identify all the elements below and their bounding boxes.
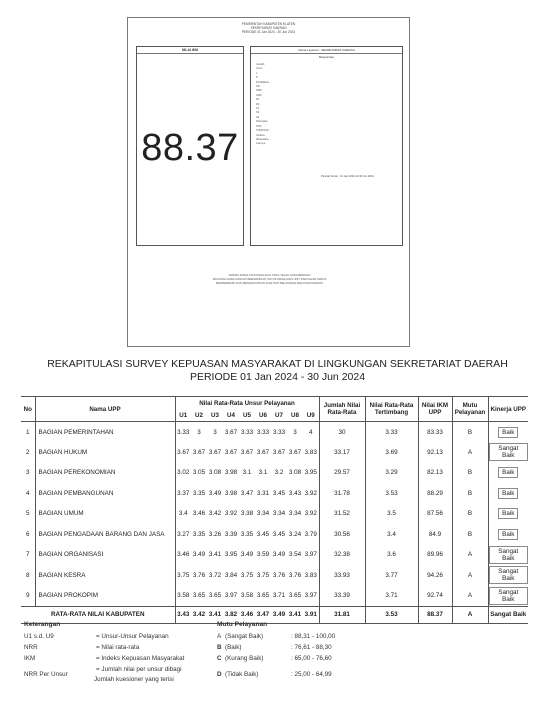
legend-desc: = Indeks Kepuasan Masyarakat xyxy=(96,655,185,662)
table-row xyxy=(21,524,528,545)
unit-score: 3.67 xyxy=(192,448,206,456)
nilai-ikm: 92.74 xyxy=(418,586,452,607)
nilai-tertimbang: 3.77 xyxy=(365,565,418,586)
row-number: 5 xyxy=(21,504,35,525)
col-header-unit: U3 xyxy=(207,410,223,422)
kinerja-cell xyxy=(488,504,528,525)
unit-score: 3.65 xyxy=(288,592,302,599)
respondent-line: Pekerjaan xyxy=(256,120,268,124)
footer-unit-score: 3.46 xyxy=(239,606,255,623)
col-header-unit: U8 xyxy=(287,410,303,422)
kinerja-badge: Sangat Baik xyxy=(489,546,529,564)
unit-score: 3.92 xyxy=(303,483,319,504)
unit-score: 3.37 xyxy=(177,489,190,497)
unit-score: 3.67 xyxy=(224,448,238,456)
unit-score: 3.45 xyxy=(272,530,286,538)
mutu-grade: D xyxy=(217,671,222,678)
mutu-range: : 25,00 - 64,99 xyxy=(291,671,332,678)
mutu-pelayanan: A xyxy=(452,586,488,607)
respondent-line: SD xyxy=(256,85,260,89)
upp-name: BAGIAN PEREKONOMIAN xyxy=(35,463,175,484)
nilai-ikm: 82.13 xyxy=(418,463,452,484)
table-row xyxy=(21,483,528,504)
footer-unit-score: 3.49 xyxy=(271,606,287,623)
unit-score: 3.08 xyxy=(288,469,302,477)
footer-kinerja: Sangat Baik xyxy=(488,606,528,623)
kinerja-cell xyxy=(488,524,528,545)
unit-score: 3.72 xyxy=(208,571,222,579)
footer-unit-score: 3.43 xyxy=(175,606,191,623)
unit-score: 3.2 xyxy=(274,469,284,477)
col-header-jumlah: Jumlah Nilai Rata-Rata xyxy=(319,397,365,422)
unit-score: 3.95 xyxy=(303,463,319,484)
recap-table xyxy=(21,396,528,624)
footer-tertimbang: 3.53 xyxy=(365,606,418,623)
unit-score: 3.75 xyxy=(177,571,190,579)
unit-score: 3.54 xyxy=(288,551,302,559)
nilai-tertimbang: 3.4 xyxy=(365,524,418,545)
mutu-pelayanan: A xyxy=(452,565,488,586)
unit-score: 3 xyxy=(213,428,217,436)
unit-score: 3.92 xyxy=(224,510,238,518)
jumlah-nilai: 31.52 xyxy=(319,504,365,525)
unit-score: 3.46 xyxy=(177,551,190,559)
upp-name: BAGIAN KESRA xyxy=(35,565,175,586)
unit-score: 3.49 xyxy=(208,489,222,497)
respondent-list xyxy=(256,63,336,147)
col-header-mutu: Mutu Pelayanan xyxy=(452,397,488,422)
unit-score: 3.45 xyxy=(272,489,286,497)
mutu-label: (Kurang Baik) xyxy=(225,655,264,662)
respondent-box xyxy=(250,46,403,246)
footer-unit-score: 3.41 xyxy=(287,606,303,623)
legend-term: IKM xyxy=(24,655,36,662)
nilai-tertimbang: 3.29 xyxy=(365,463,418,484)
unit-score: 3.1 xyxy=(242,469,252,477)
nilai-tertimbang: 3.6 xyxy=(365,545,418,566)
form-footer-note xyxy=(148,274,391,285)
unit-score: 3.76 xyxy=(272,571,286,579)
legend-desc-continued: Jumlah kuesioner yang terisi xyxy=(94,676,174,683)
unit-score: 3.65 xyxy=(208,592,222,599)
unit-score: 3.97 xyxy=(303,545,319,566)
unit-score: 3.65 xyxy=(192,592,206,599)
row-number: 1 xyxy=(21,422,35,443)
table-row xyxy=(21,442,528,463)
unit-score: 3.34 xyxy=(272,510,286,518)
nilai-tertimbang: 3.53 xyxy=(365,483,418,504)
form-footer-line: MEMPERBAIKI DAN MENINGKATKAN KUALITAS PELAYANAN BAGI MASYARAKAT xyxy=(215,280,324,285)
form-footer-line: TERIMA KASIH ATAS PENILAIAN YANG TELAH ANDA BERIKAN xyxy=(228,273,311,277)
nilai-ikm: 84.9 xyxy=(418,524,452,545)
unit-score: 3.67 xyxy=(208,448,222,456)
col-header-nama-upp: Nama UPP xyxy=(35,397,175,422)
upp-name: BAGIAN HUKUM xyxy=(35,442,175,463)
col-header-ikm: Nilai IKM UPP xyxy=(418,397,452,422)
unit-score: 3.67 xyxy=(224,428,238,436)
unit-score: 3.83 xyxy=(303,442,319,463)
unit-score: 3.24 xyxy=(288,530,302,538)
unit-score: 3.83 xyxy=(303,565,319,586)
ikm-score-heading: NILAI IKM xyxy=(137,47,243,54)
unit-score: 3.92 xyxy=(303,504,319,525)
kinerja-cell xyxy=(488,545,528,566)
col-header-unit: U7 xyxy=(271,410,287,422)
unit-score: 3.65 xyxy=(256,592,270,599)
upp-name: BAGIAN PEMERINTAHAN xyxy=(35,422,175,443)
form-header xyxy=(128,22,409,35)
col-header-kinerja: Kinerja UPP xyxy=(488,397,528,422)
unit-score: 3.41 xyxy=(208,551,222,559)
kinerja-badge: Baik xyxy=(498,529,518,540)
table-row xyxy=(21,422,528,443)
table-row xyxy=(21,463,528,484)
unit-score: 3.58 xyxy=(240,592,254,599)
unit-score: 3.67 xyxy=(272,448,286,456)
table-row xyxy=(21,545,528,566)
col-header-unit: U5 xyxy=(239,410,255,422)
col-header-tertimbang: Nilai Rata-Rata Tertimbang xyxy=(365,397,418,422)
legend-term: NRR xyxy=(24,644,38,651)
respondent-line: S3 xyxy=(256,115,260,119)
kinerja-cell xyxy=(488,463,528,484)
respondent-line: Swasta xyxy=(256,133,265,137)
nilai-ikm: 87.56 xyxy=(418,504,452,525)
unit-score: 3.76 xyxy=(288,571,302,579)
unit-score: 3.05 xyxy=(192,469,206,477)
unit-score: 3.42 xyxy=(208,510,222,518)
unit-score: 3.33 xyxy=(272,428,286,436)
kinerja-badge: Sangat Baik xyxy=(489,566,529,584)
unit-score: 3.75 xyxy=(240,571,254,579)
mutu-label: (Baik) xyxy=(225,644,242,651)
jumlah-nilai: 29.57 xyxy=(319,463,365,484)
unit-score: 3.49 xyxy=(192,551,206,559)
nilai-tertimbang: 3.33 xyxy=(365,422,418,443)
upp-name: BAGIAN PENGADAAN BARANG DAN JASA xyxy=(35,524,175,545)
table-row xyxy=(21,565,528,586)
unit-score: 3.71 xyxy=(272,592,286,599)
col-header-no: No xyxy=(21,397,35,422)
unit-score: 3.02 xyxy=(177,469,190,477)
form-header-line: SEKRETARIAT DAERAH xyxy=(250,26,287,31)
survey-result-form xyxy=(127,17,410,347)
footer-unit-score: 3.82 xyxy=(223,606,239,623)
unit-score: 3.26 xyxy=(208,530,222,538)
mutu-pelayanan: A xyxy=(452,545,488,566)
respondent-line: Lainnya xyxy=(256,142,266,146)
unit-score: 3.43 xyxy=(288,489,302,497)
mutu-pelayanan: B xyxy=(452,504,488,525)
respondent-heading: Responden xyxy=(318,55,335,59)
unit-score: 3.97 xyxy=(303,586,319,607)
kinerja-badge: Baik xyxy=(498,508,518,519)
kinerja-badge: Baik xyxy=(498,427,518,438)
respondent-line: SMP xyxy=(256,89,262,93)
kinerja-cell xyxy=(488,442,528,463)
service-name-heading: Nama Layanan : SEKRETARIAT DAERAH xyxy=(251,47,402,54)
kinerja-cell xyxy=(488,565,528,586)
form-header-line: PERIODE 01 Jan 2024 - 30 Jun 2024 xyxy=(241,30,296,35)
respondent-line: S2 xyxy=(256,111,260,115)
unit-score: 3.67 xyxy=(256,448,270,456)
respondent-line: Umur xyxy=(256,67,263,71)
respondent-line: Pendidikan xyxy=(256,80,269,84)
nilai-tertimbang: 3.5 xyxy=(365,504,418,525)
table-row xyxy=(21,504,528,525)
mutu-pelayanan: B xyxy=(452,483,488,504)
nilai-ikm: 89.96 xyxy=(418,545,452,566)
legend xyxy=(24,621,534,711)
unit-score: 3.97 xyxy=(224,592,238,599)
mutu-grade: A xyxy=(217,633,222,640)
upp-name: BAGIAN PEMBANGUNAN xyxy=(35,483,175,504)
unit-score: 3.35 xyxy=(192,530,206,538)
unit-score: 3.4 xyxy=(178,510,188,518)
mutu-pelayanan: B xyxy=(452,463,488,484)
mutu-label: (Tidak Baik) xyxy=(225,671,259,678)
unit-score: 3.33 xyxy=(256,428,270,436)
respondent-line: D3 xyxy=(256,102,260,106)
nilai-tertimbang: 3.71 xyxy=(365,586,418,607)
row-number: 7 xyxy=(21,545,35,566)
legend-desc: = Jumlah nilai per unsur dibagi xyxy=(96,666,182,673)
row-number: 6 xyxy=(21,524,35,545)
footer-unit-score: 3.42 xyxy=(191,606,207,623)
unit-score: 3.59 xyxy=(256,551,270,559)
unit-score: 3 xyxy=(293,428,297,436)
unit-score: 3.67 xyxy=(288,448,302,456)
col-header-unit: U1 xyxy=(175,410,191,422)
kinerja-badge: Sangat Baik xyxy=(489,443,529,461)
unit-score: 3.33 xyxy=(240,428,254,436)
footer-unit-score: 3.47 xyxy=(255,606,271,623)
unit-score: 3.39 xyxy=(224,530,238,538)
kinerja-badge: Baik xyxy=(498,488,518,499)
legend-term: U1 s.d. U9 xyxy=(24,633,54,640)
legend-desc: = Unsur-Unsur Pelayanan xyxy=(96,633,169,640)
row-number: 3 xyxy=(21,463,35,484)
jumlah-nilai: 33.39 xyxy=(319,586,365,607)
nilai-ikm: 92.13 xyxy=(418,442,452,463)
footer-label: RATA-RATA NILAI KABUPATEN xyxy=(21,606,175,623)
survey-period-note: Periode Survei : 01 Jan 2024 s/d 30 Jun 2024 xyxy=(321,175,374,178)
unit-score: 3.95 xyxy=(224,551,238,559)
col-header-nilai-group: Nilai Rata-Rata Unsur Pelayanan xyxy=(175,397,319,411)
jumlah-nilai: 30 xyxy=(319,422,365,443)
unit-score: 3.27 xyxy=(177,530,190,538)
jumlah-nilai: 33.93 xyxy=(319,565,365,586)
mutu-range: : 76,61 - 88,30 xyxy=(291,644,332,651)
nilai-ikm: 88.29 xyxy=(418,483,452,504)
form-header-line: PEMERINTAH KABUPATEN KLATEN xyxy=(241,22,296,26)
report-title xyxy=(0,358,555,384)
kinerja-cell xyxy=(488,422,528,443)
nilai-ikm: 94.26 xyxy=(418,565,452,586)
unit-score: 3.31 xyxy=(256,489,270,497)
legend-term: NRR Per Unsur xyxy=(24,671,68,678)
jumlah-nilai: 30.56 xyxy=(319,524,365,545)
unit-score: 4 xyxy=(303,422,319,443)
col-header-unit: U2 xyxy=(191,410,207,422)
unit-score: 3.08 xyxy=(208,469,222,477)
nilai-tertimbang: 3.69 xyxy=(365,442,418,463)
respondent-line: L xyxy=(256,71,258,75)
unit-score: 3 xyxy=(197,428,201,436)
unit-score: 3.75 xyxy=(256,571,270,579)
respondent-line: SMA xyxy=(256,93,262,97)
unit-score: 3.47 xyxy=(240,489,254,497)
ikm-score-box xyxy=(136,46,244,246)
unit-score: 3.79 xyxy=(303,524,319,545)
mutu-pelayanan: B xyxy=(452,422,488,443)
unit-score: 3.38 xyxy=(240,510,254,518)
respondent-line: TNI/POLRI xyxy=(256,129,269,133)
mutu-pelayanan: A xyxy=(452,442,488,463)
respondent-line: PNS xyxy=(256,124,262,128)
table-row xyxy=(21,586,528,607)
kinerja-badge: Baik xyxy=(498,467,518,478)
unit-score: 3.84 xyxy=(224,571,238,579)
unit-score: 3.98 xyxy=(224,489,238,497)
col-header-unit: U6 xyxy=(255,410,271,422)
row-number: 8 xyxy=(21,565,35,586)
row-number: 9 xyxy=(21,586,35,607)
unit-score: 3.34 xyxy=(288,510,302,518)
mutu-range: : 65,00 - 76,60 xyxy=(291,655,332,662)
upp-name: BAGIAN PROKOPIM xyxy=(35,586,175,607)
mutu-title: Mutu Pelayanan xyxy=(217,621,268,628)
unit-score: 3.35 xyxy=(192,489,206,497)
unit-score: 3.67 xyxy=(240,448,254,456)
unit-score: 3.98 xyxy=(224,469,238,477)
mutu-grade: C xyxy=(217,655,222,662)
unit-score: 3.76 xyxy=(192,571,206,579)
report-title-line: REKAPITULASI SURVEY KEPUASAN MASYARAKAT DI LINGKUNGAN SEKRETARIAT DAERAH xyxy=(47,358,508,370)
ikm-score-value: 88.37 xyxy=(141,127,239,169)
unit-score: 3.34 xyxy=(256,510,270,518)
footer-jumlah: 31.81 xyxy=(319,606,365,623)
nilai-ikm: 83.33 xyxy=(418,422,452,443)
mutu-grade: B xyxy=(217,644,222,651)
row-number: 2 xyxy=(21,442,35,463)
respondent-line: S1 xyxy=(256,107,260,111)
mutu-pelayanan: B xyxy=(452,524,488,545)
form-footer-line: MASUKAN ANDA SANGAT BERMANFAAT UNTUK KEMAJUAN UNIT KAMI AGAR TERUS xyxy=(212,276,327,281)
mutu-label: (Sangat Baik) xyxy=(225,633,264,640)
jumlah-nilai: 32.38 xyxy=(319,545,365,566)
unit-score: 3.49 xyxy=(272,551,286,559)
upp-name: BAGIAN ORGANISASI xyxy=(35,545,175,566)
unit-score: 3.1 xyxy=(258,469,268,477)
footer-unit-score: 3.91 xyxy=(303,606,319,623)
unit-score: 3.58 xyxy=(177,592,190,599)
unit-score: 3.67 xyxy=(177,448,190,456)
mutu-range: : 88,31 - 100,00 xyxy=(291,633,336,640)
jumlah-nilai: 33.17 xyxy=(319,442,365,463)
unit-score: 3.35 xyxy=(240,530,254,538)
kinerja-cell xyxy=(488,586,528,607)
upp-name: BAGIAN UMUM xyxy=(35,504,175,525)
keterangan-title: Keterangan xyxy=(24,621,61,628)
respondent-line: Wirausaha xyxy=(256,137,269,141)
kinerja-cell xyxy=(488,483,528,504)
report-period: PERIODE 01 Jan 2024 - 30 Jun 2024 xyxy=(189,371,366,383)
footer-unit-score: 3.41 xyxy=(207,606,223,623)
kinerja-badge: Sangat Baik xyxy=(489,587,529,605)
footer-ikm: 88.37 xyxy=(418,606,452,623)
jumlah-nilai: 31.78 xyxy=(319,483,365,504)
legend-desc: = Nilai rata-rata xyxy=(96,644,140,651)
unit-score: 3.49 xyxy=(240,551,254,559)
col-header-unit: U4 xyxy=(223,410,239,422)
col-header-unit: U9 xyxy=(303,410,319,422)
respondent-line: D1 xyxy=(256,98,260,102)
respondent-line: Jumlah xyxy=(256,63,265,66)
unit-score: 3.46 xyxy=(192,510,206,518)
unit-score: 3.45 xyxy=(256,530,270,538)
footer-mutu: A xyxy=(452,606,488,623)
unit-score: 3.33 xyxy=(177,428,190,436)
respondent-line: P xyxy=(256,76,258,80)
row-number: 4 xyxy=(21,483,35,504)
